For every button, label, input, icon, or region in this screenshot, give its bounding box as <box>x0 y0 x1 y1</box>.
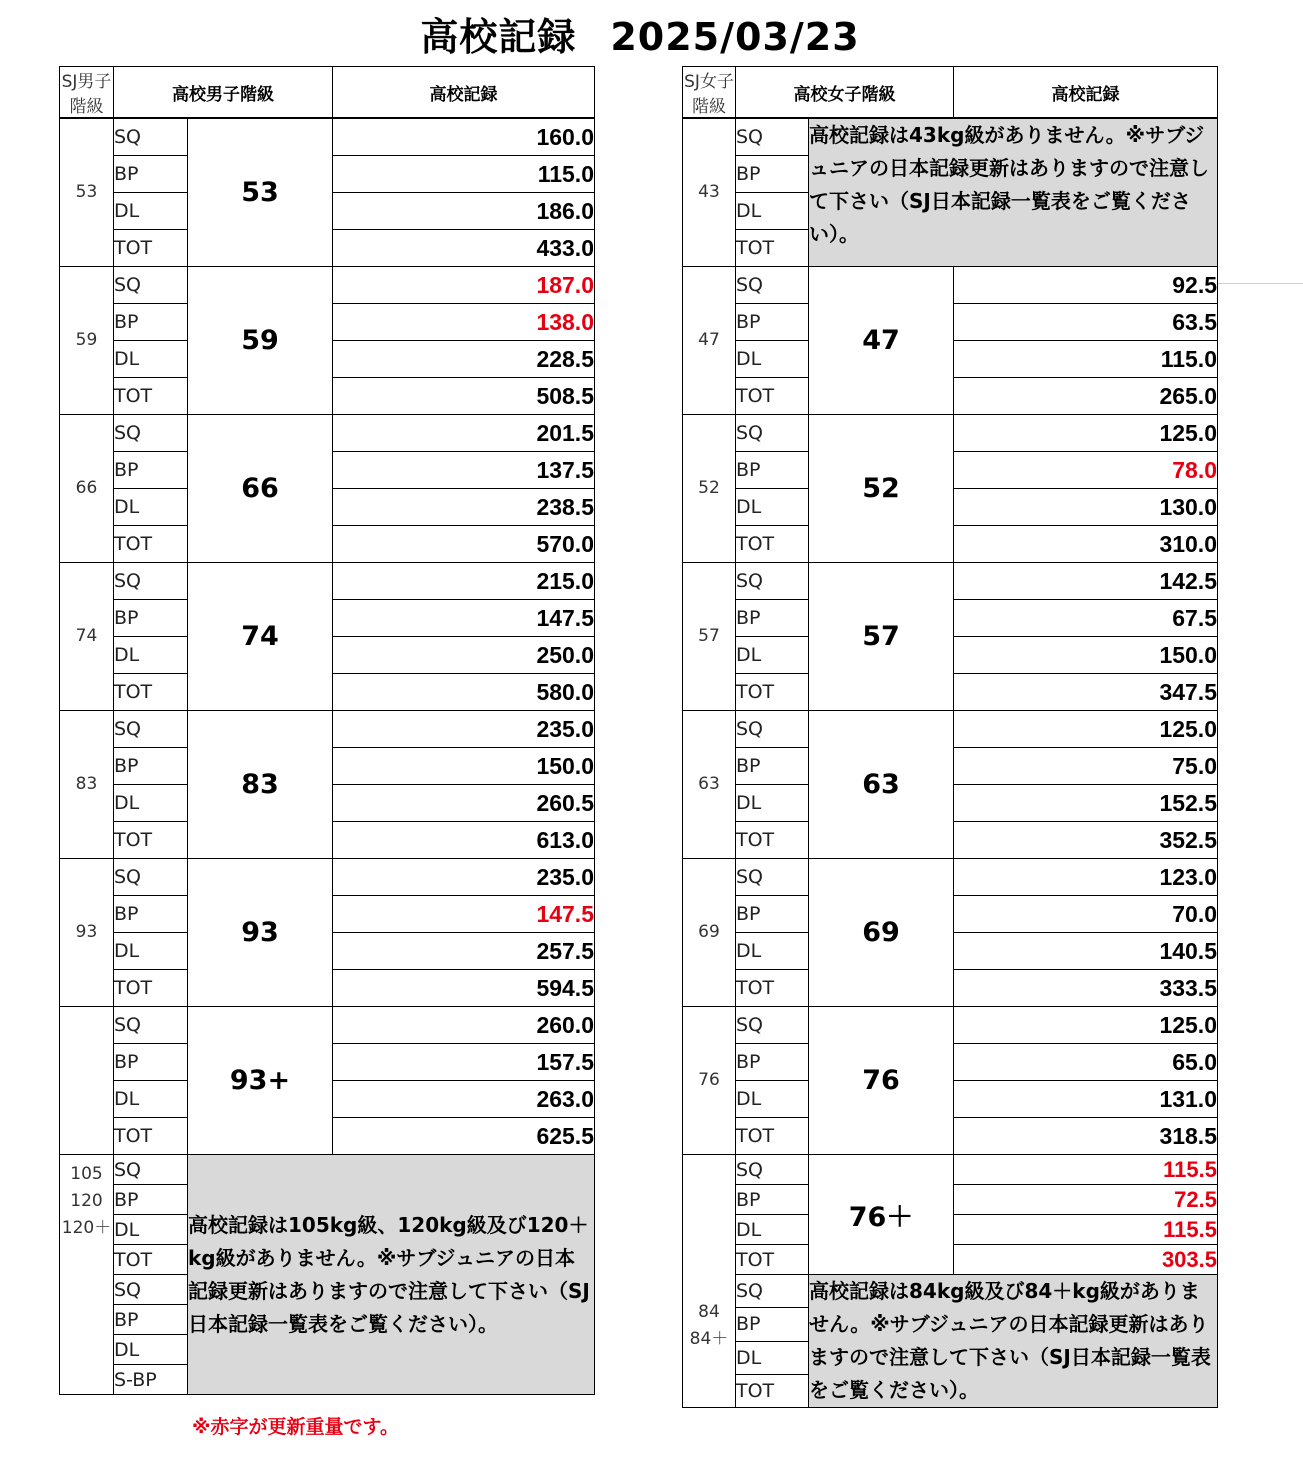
record-value: 125.0 <box>954 1007 1218 1044</box>
record-value: 115.0 <box>954 341 1218 378</box>
table-row <box>683 711 1218 748</box>
sj-class-label: 52 <box>698 478 720 498</box>
lift-label: TOT <box>114 1245 188 1275</box>
lift-label: TOT <box>114 378 188 415</box>
lift-label: DL <box>736 341 809 378</box>
lift-label: DL <box>736 637 809 674</box>
record-value: 260.5 <box>333 785 595 822</box>
sj-class-label: 120＋ <box>61 1218 112 1238</box>
table-row <box>683 267 1218 304</box>
record-value: 125.0 <box>954 415 1218 452</box>
lift-label: TOT <box>736 1245 809 1275</box>
record-value: 303.5 <box>954 1245 1218 1275</box>
hs-class-cell: 93+ <box>188 1007 333 1155</box>
lift-label: DL <box>114 341 188 378</box>
table-row <box>60 267 595 304</box>
record-value: 265.0 <box>954 378 1218 415</box>
record-value: 150.0 <box>954 637 1218 674</box>
lift-label: BP <box>736 156 809 193</box>
lift-label: BP <box>114 896 188 933</box>
lift-label: BP <box>114 156 188 193</box>
table-row <box>60 118 595 156</box>
record-value: 78.0 <box>954 452 1218 489</box>
table-row <box>683 563 1218 600</box>
lift-label: DL <box>114 1215 188 1245</box>
sj-class-label: 83 <box>75 774 98 794</box>
table-row <box>683 1007 1218 1044</box>
sj-class-cell <box>60 1155 114 1395</box>
lift-label: BP <box>736 304 809 341</box>
lift-label: BP <box>736 600 809 637</box>
lift-label: SQ <box>114 1155 188 1185</box>
girls-record-table <box>682 66 1218 1408</box>
sj-class-cell <box>683 859 736 1007</box>
hs-class-cell: 76 <box>809 1007 954 1155</box>
lift-label: BP <box>736 1044 809 1081</box>
record-value: 201.5 <box>333 415 595 452</box>
lift-label: DL <box>736 933 809 970</box>
lift-label: SQ <box>736 267 809 304</box>
lift-label: SQ <box>736 118 809 156</box>
hs-class-cell: 57 <box>809 563 954 711</box>
hs-class-cell: 53 <box>188 118 333 267</box>
table-row <box>683 859 1218 896</box>
lift-label: TOT <box>736 970 809 1007</box>
sj-class-label: 84＋ <box>689 1329 729 1349</box>
lift-label: SQ <box>736 711 809 748</box>
lift-label: DL <box>114 933 188 970</box>
record-value: 130.0 <box>954 489 1218 526</box>
table-row <box>683 118 1218 156</box>
record-value: 352.5 <box>954 822 1218 859</box>
lift-label: BP <box>736 1185 809 1215</box>
sj-class-cell <box>60 711 114 859</box>
table-row <box>60 859 595 896</box>
sj-class-cell <box>683 415 736 563</box>
lift-label: TOT <box>736 230 809 267</box>
record-value: 72.5 <box>954 1185 1218 1215</box>
lift-label: TOT <box>736 822 809 859</box>
record-value: 63.5 <box>954 304 1218 341</box>
footnote: ※赤字が更新重量です。 <box>192 1416 399 1438</box>
table-row <box>683 415 1218 452</box>
lift-label: S-BP <box>114 1365 188 1395</box>
lift-label: SQ <box>736 415 809 452</box>
lift-label: BP <box>736 748 809 785</box>
lift-label: SQ <box>736 563 809 600</box>
girls-hs-class-header: 高校女子階級 <box>736 67 954 119</box>
lift-label: DL <box>736 1341 809 1374</box>
record-value: 157.5 <box>333 1044 595 1081</box>
sj-class-label: 57 <box>698 626 720 646</box>
lift-label: DL <box>114 1081 188 1118</box>
sj-class-cell <box>60 563 114 711</box>
table-row <box>60 415 595 452</box>
record-value: 570.0 <box>333 526 595 563</box>
lift-label: BP <box>736 452 809 489</box>
record-value: 260.0 <box>333 1007 595 1044</box>
record-value: 228.5 <box>333 341 595 378</box>
boys-table-body <box>60 118 595 1395</box>
record-value: 150.0 <box>333 748 595 785</box>
record-value: 508.5 <box>333 378 595 415</box>
lift-label: SQ <box>114 859 188 896</box>
record-value: 235.0 <box>333 711 595 748</box>
lift-label: BP <box>114 748 188 785</box>
lift-label: DL <box>736 1215 809 1245</box>
record-value: 347.5 <box>954 674 1218 711</box>
record-value: 147.5 <box>333 896 595 933</box>
lift-label: DL <box>736 785 809 822</box>
sj-class-cell <box>60 1007 114 1155</box>
record-value: 613.0 <box>333 822 595 859</box>
lift-label: BP <box>736 1308 809 1341</box>
record-value: 263.0 <box>333 1081 595 1118</box>
record-value: 138.0 <box>333 304 595 341</box>
sj-class-label: 63 <box>698 774 720 794</box>
lift-label: SQ <box>114 118 188 156</box>
boys-hs-class-header: 高校男子階級 <box>114 67 333 119</box>
title-date: 2025/03/23 <box>610 15 860 59</box>
sj-class-label: 74 <box>75 626 98 646</box>
lift-label: DL <box>736 489 809 526</box>
record-value: 123.0 <box>954 859 1218 896</box>
sj-class-label: 66 <box>75 478 98 498</box>
hs-class-cell: 93 <box>188 859 333 1007</box>
sj-class-label: 59 <box>75 330 98 350</box>
stray-gridline <box>1218 283 1303 284</box>
sj-class-label: 120 <box>70 1191 103 1211</box>
lift-label: TOT <box>114 970 188 1007</box>
hs-class-cell: 83 <box>188 711 333 859</box>
sj-class-label: 43 <box>698 182 720 202</box>
lift-label: TOT <box>114 822 188 859</box>
record-value: 92.5 <box>954 267 1218 304</box>
record-value: 235.0 <box>333 859 595 896</box>
sj-class-cell <box>683 1155 736 1408</box>
lift-label: DL <box>114 489 188 526</box>
sj-class-cell <box>683 563 736 711</box>
page-title <box>0 6 1280 61</box>
sj-class-cell <box>60 415 114 563</box>
hs-class-cell: 74 <box>188 563 333 711</box>
record-value: 333.5 <box>954 970 1218 1007</box>
record-value: 186.0 <box>333 193 595 230</box>
record-value: 70.0 <box>954 896 1218 933</box>
hs-class-cell: 69 <box>809 859 954 1007</box>
lift-label: SQ <box>114 267 188 304</box>
sj-class-label: 93 <box>75 922 98 942</box>
boys-no-record-note: 高校記録は105kg級、120kg級及び120＋kg級がありません。※サブジュニアの日本記録更新はありますので注意して下さい（SJ日本記録一覧表をご覧ください）。 <box>188 1155 595 1395</box>
lift-label: BP <box>114 600 188 637</box>
lift-label: SQ <box>736 1155 809 1185</box>
lift-label: SQ <box>114 1275 188 1305</box>
lift-label: TOT <box>114 674 188 711</box>
sj-class-cell <box>683 267 736 415</box>
record-value: 115.5 <box>954 1155 1218 1185</box>
record-value: 433.0 <box>333 230 595 267</box>
record-value: 137.5 <box>333 452 595 489</box>
boys-record-table <box>59 66 595 1395</box>
record-value: 310.0 <box>954 526 1218 563</box>
hs-class-cell: 63 <box>809 711 954 859</box>
lift-label: BP <box>114 1305 188 1335</box>
lift-label: TOT <box>736 674 809 711</box>
lift-label: SQ <box>114 563 188 600</box>
boys-record-header: 高校記録 <box>333 67 595 119</box>
lift-label: BP <box>736 896 809 933</box>
girls-record-header: 高校記録 <box>954 67 1218 119</box>
lift-label: SQ <box>736 1275 809 1308</box>
record-value: 152.5 <box>954 785 1218 822</box>
boys-sj-class-header: SJ男子階級 <box>60 67 114 119</box>
girls-table-body <box>683 118 1218 1408</box>
record-value: 115.5 <box>954 1215 1218 1245</box>
hs-class-cell: 66 <box>188 415 333 563</box>
record-value: 187.0 <box>333 267 595 304</box>
sj-class-label: 105 <box>70 1164 103 1184</box>
sj-class-label: 53 <box>75 182 98 202</box>
lift-label: BP <box>114 1044 188 1081</box>
lift-label: BP <box>114 304 188 341</box>
lift-label: SQ <box>736 859 809 896</box>
record-value: 625.5 <box>333 1118 595 1155</box>
table-row <box>60 711 595 748</box>
lift-label: DL <box>114 785 188 822</box>
lift-label: BP <box>114 1185 188 1215</box>
record-value: 140.5 <box>954 933 1218 970</box>
lift-label: TOT <box>736 378 809 415</box>
sj-class-cell <box>60 267 114 415</box>
record-value: 160.0 <box>333 118 595 156</box>
record-value: 580.0 <box>333 674 595 711</box>
hs-class-cell: 52 <box>809 415 954 563</box>
record-value: 250.0 <box>333 637 595 674</box>
girls-sj-class-header: SJ女子階級 <box>683 67 736 119</box>
sj-class-cell <box>60 118 114 267</box>
sj-class-cell <box>60 859 114 1007</box>
lift-label: TOT <box>114 230 188 267</box>
hs-class-cell: 59 <box>188 267 333 415</box>
sj-class-cell <box>683 118 736 267</box>
sj-class-label: 76 <box>698 1070 720 1090</box>
record-value: 75.0 <box>954 748 1218 785</box>
hs-class-cell: 47 <box>809 267 954 415</box>
lift-label: DL <box>114 193 188 230</box>
lift-label: TOT <box>736 1374 809 1407</box>
record-value: 147.5 <box>333 600 595 637</box>
lift-label: DL <box>736 193 809 230</box>
record-value: 238.5 <box>333 489 595 526</box>
lift-label: TOT <box>736 1118 809 1155</box>
sj-class-cell <box>683 1007 736 1155</box>
sj-class-label: 69 <box>698 922 720 942</box>
sj-class-label: 47 <box>698 330 720 350</box>
hs-class-cell: 76＋ <box>809 1155 954 1275</box>
girls-no-record-note-84: 高校記録は84kg級及び84＋kg級がありません。※サブジュニアの日本記録更新はありますので注意して下さい（SJ日本記録一覧表をご覧ください）。 <box>809 1275 1218 1408</box>
lift-label: SQ <box>114 711 188 748</box>
record-value: 142.5 <box>954 563 1218 600</box>
table-row <box>60 1007 595 1044</box>
record-value: 215.0 <box>333 563 595 600</box>
lift-label: SQ <box>114 415 188 452</box>
record-value: 257.5 <box>333 933 595 970</box>
lift-label: DL <box>736 1081 809 1118</box>
lift-label: TOT <box>736 526 809 563</box>
sj-class-cell <box>683 711 736 859</box>
sj-class-label: 84 <box>698 1302 720 1322</box>
lift-label: TOT <box>114 1118 188 1155</box>
table-row <box>60 563 595 600</box>
girls-no-record-note-43: 高校記録は43kg級がありません。※サブジュニアの日本記録更新はありますので注意して下さい（SJ日本記録一覧表をご覧ください）。 <box>809 118 1218 267</box>
record-value: 318.5 <box>954 1118 1218 1155</box>
lift-label: DL <box>114 637 188 674</box>
record-value: 65.0 <box>954 1044 1218 1081</box>
table-row <box>683 1275 1218 1308</box>
table-row <box>60 1155 595 1185</box>
lift-label: DL <box>114 1335 188 1365</box>
lift-label: SQ <box>736 1007 809 1044</box>
record-value: 594.5 <box>333 970 595 1007</box>
record-value: 115.0 <box>333 156 595 193</box>
table-row <box>683 1155 1218 1185</box>
title-text: 高校記録 <box>420 15 577 59</box>
record-value: 131.0 <box>954 1081 1218 1118</box>
lift-label: BP <box>114 452 188 489</box>
record-value: 67.5 <box>954 600 1218 637</box>
record-value: 125.0 <box>954 711 1218 748</box>
lift-label: TOT <box>114 526 188 563</box>
lift-label: SQ <box>114 1007 188 1044</box>
